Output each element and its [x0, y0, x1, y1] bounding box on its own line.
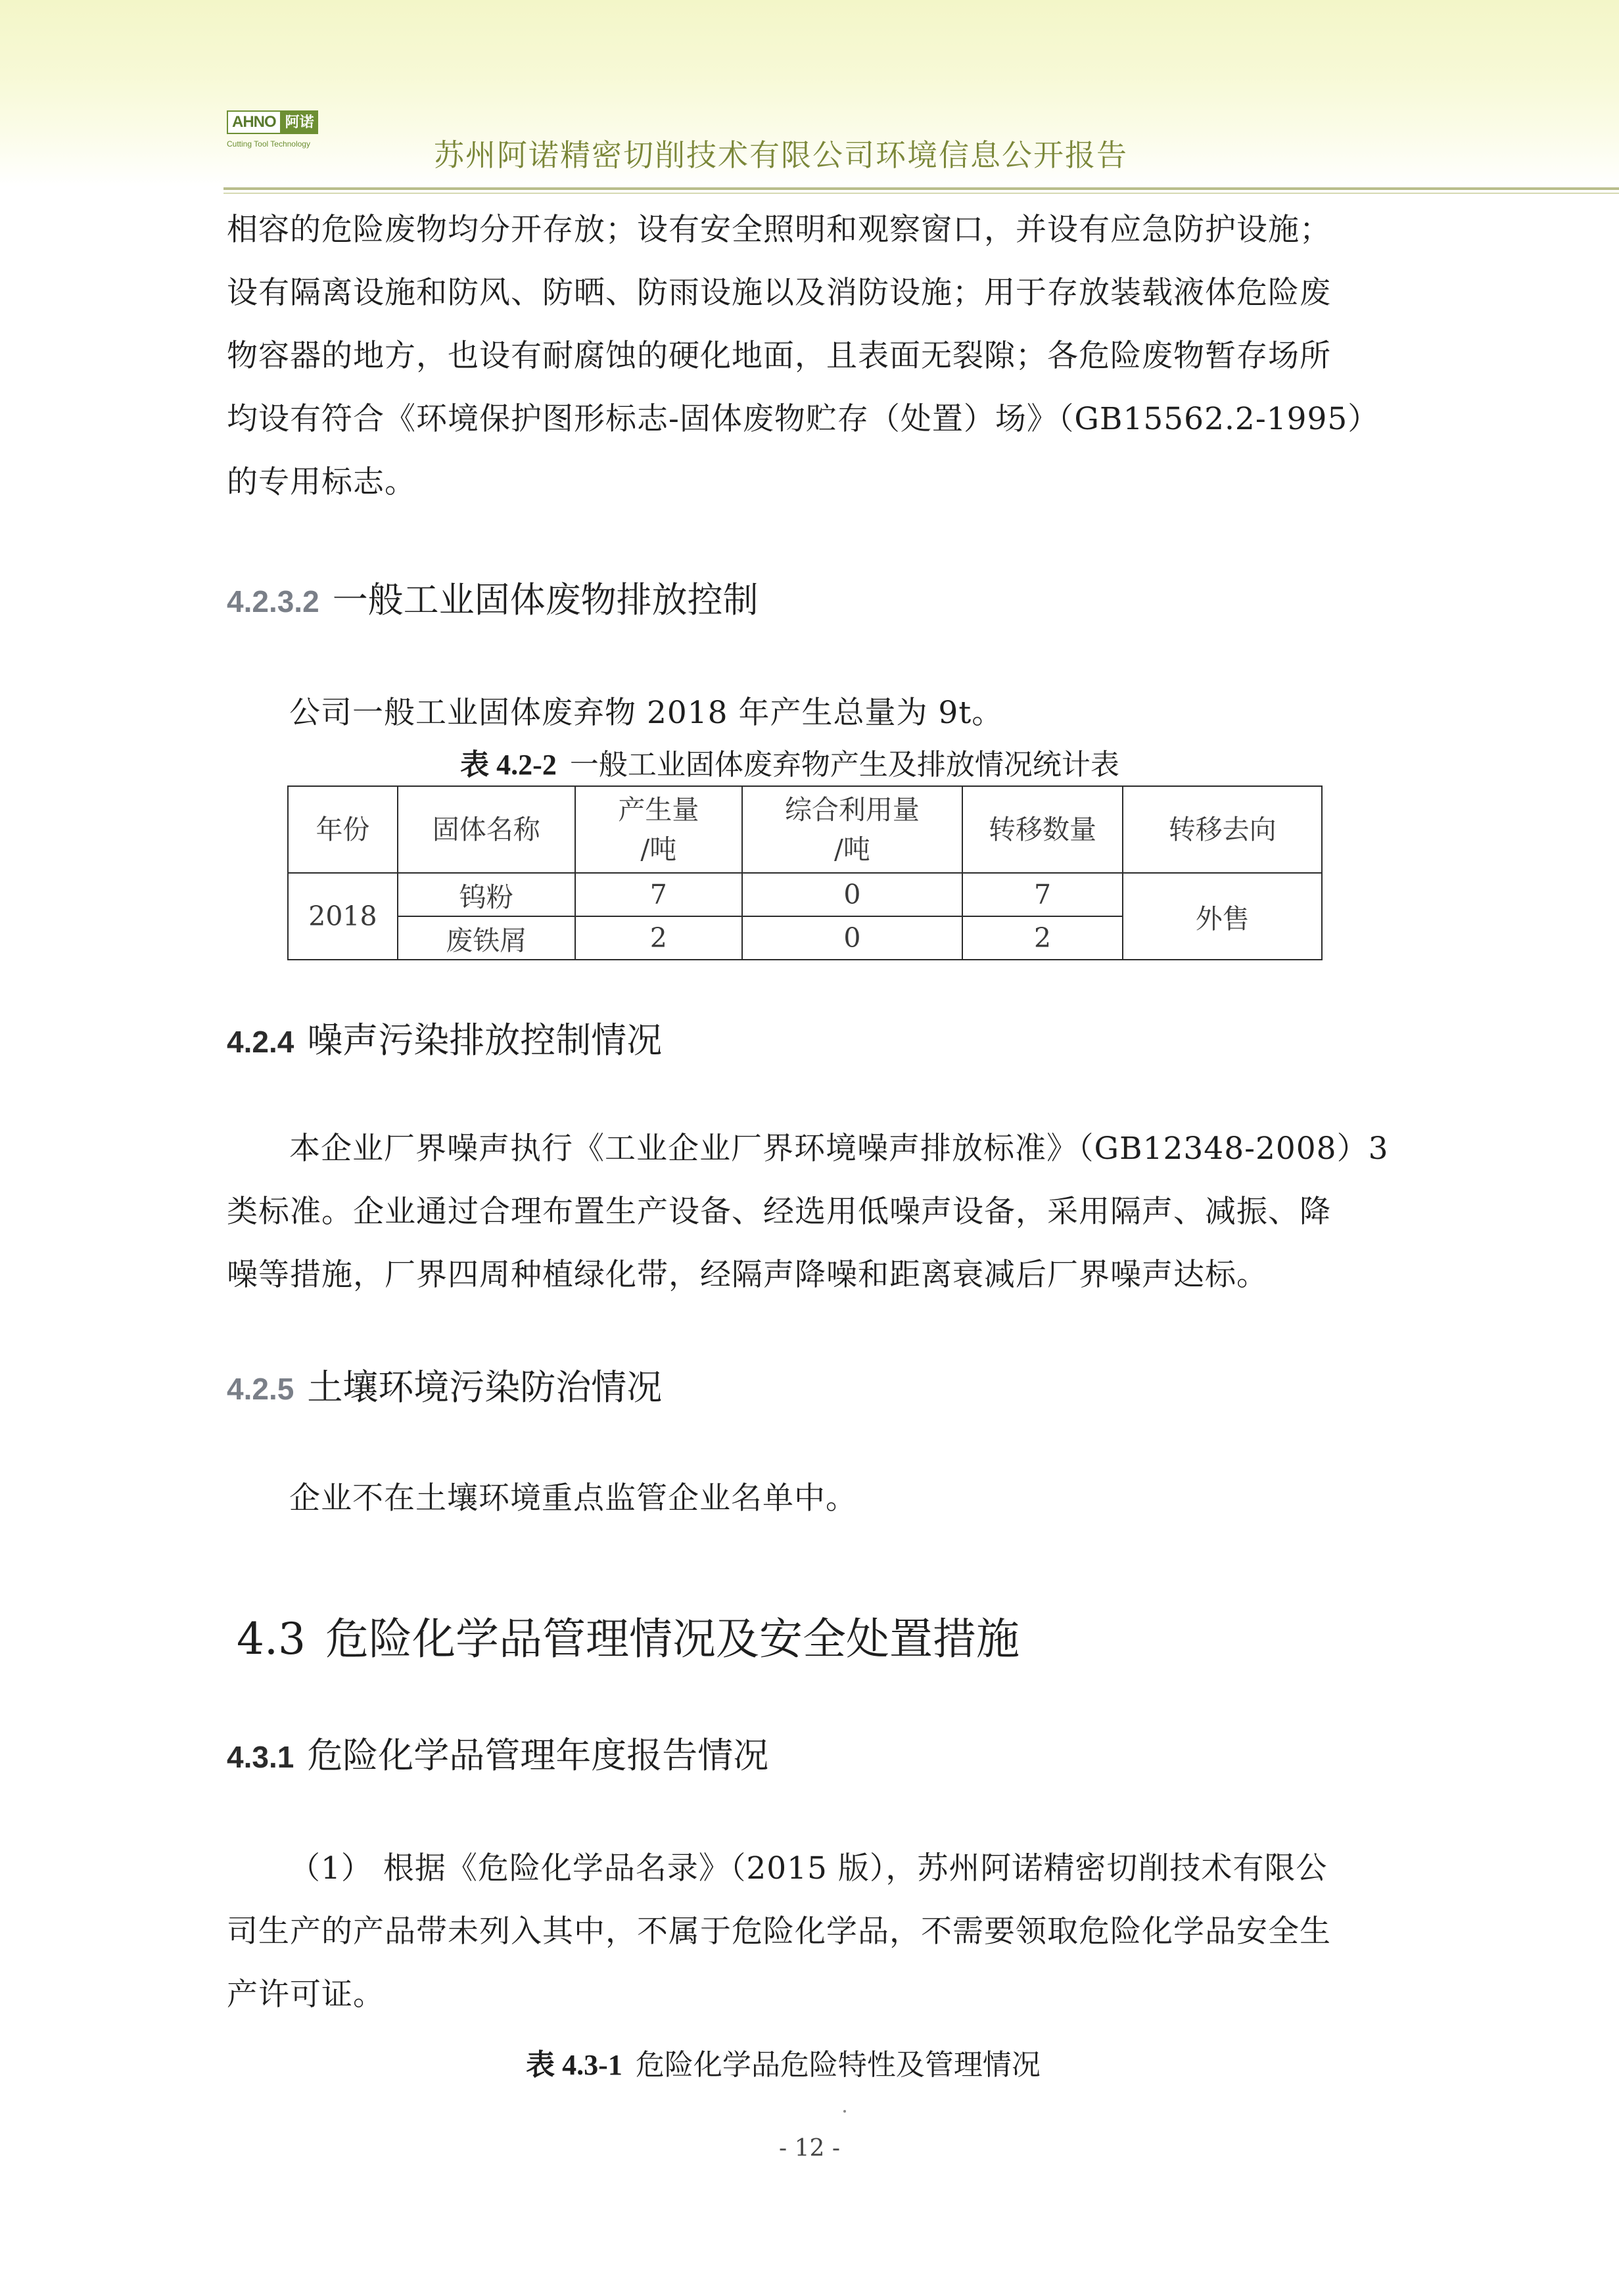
logo-tagline: Cutting Tool Technology [227, 139, 310, 149]
cell-transferred: 2 [962, 916, 1123, 960]
table-label: 表 4.3-1 [526, 2049, 622, 2081]
col-year: 年份 [288, 786, 398, 873]
col-name: 固体名称 [398, 786, 575, 873]
heading-number: 4.3 [237, 1614, 306, 1664]
cell-destination: 外售 [1123, 873, 1322, 960]
col-produced: 产生量 /吨 [575, 786, 743, 873]
paragraph-text: 企业不在土壤环境重点监管企业名单中。 [289, 1480, 857, 1516]
intro-line: 均设有符合《环境保护图形标志-固体废物贮存（处置）场》（GB15562.2-1995） [227, 401, 1380, 437]
cell-produced: 7 [575, 873, 743, 916]
col-transferred: 转移数量 [962, 786, 1123, 873]
heading-425 [227, 1359, 662, 1410]
heading-title: 危险化学品管理年度报告情况 [307, 1735, 769, 1776]
col-destination: 转移去向 [1123, 786, 1322, 873]
paragraph-line: 噪等措施，厂界四周种植绿化带，经隔声降噪和距离衰减后厂界噪声达标。 [227, 1257, 1268, 1293]
heading-4232 [227, 572, 759, 622]
heading-43 [237, 1604, 1020, 1666]
paragraph-line: 产许可证。 [227, 1977, 385, 2013]
page-number: - 12 - [778, 2135, 841, 2162]
header-rule-secondary [223, 193, 1619, 194]
heading-title: 危险化学品管理情况及安全处置措施 [325, 1614, 1020, 1664]
cell-year: 2018 [288, 873, 398, 960]
table-caption [0, 2041, 1593, 2083]
cell-utilized: 0 [742, 916, 962, 960]
cell-utilized: 0 [742, 873, 962, 916]
intro-line: 设有隔离设施和防风、防晒、防雨设施以及消防设施；用于存放装载液体危险废 [227, 275, 1331, 311]
header-title: 苏州阿诺精密切削技术有限公司环境信息公开报告 [434, 137, 1128, 173]
table-label: 表 4.2-2 [460, 749, 557, 781]
logo-en: AHNO [227, 110, 281, 134]
table-title: 一般工业固体废弃物产生及排放情况统计表 [569, 748, 1119, 782]
heading-title: 一般工业固体废物排放控制 [332, 579, 759, 621]
heading-number: 4.2.3.2 [227, 584, 319, 619]
heading-title: 土壤环境污染防治情况 [307, 1367, 663, 1408]
paragraph-line: 本企业厂界噪声执行《工业企业厂界环境噪声排放标准》（GB12348-2008）3 [289, 1131, 1389, 1167]
table-title: 危险化学品危险特性及管理情况 [635, 2048, 1041, 2082]
table-header-row [288, 786, 1322, 873]
paragraph-text: 公司一般工业固体废弃物 2018 年产生总量为 9t。 [289, 695, 1004, 731]
cell-transferred: 7 [962, 873, 1123, 916]
heading-number: 4.2.4 [227, 1025, 294, 1059]
heading-424 [227, 1012, 662, 1063]
scan-dot [843, 2110, 846, 2113]
intro-line: 物容器的地方，也设有耐腐蚀的硬化地面，且表面无裂隙；各危险废物暂存场所 [227, 338, 1331, 374]
paragraph-line: 类标准。企业通过合理布置生产设备、经选用低噪声设备，采用隔声、减振、降 [227, 1194, 1331, 1230]
cell-name: 废铁屑 [398, 916, 575, 960]
intro-line: 相容的危险废物均分开存放；设有安全照明和观察窗口，并设有应急防护设施； [227, 212, 1331, 248]
waste-table [287, 785, 1323, 960]
cell-name: 钨粉 [398, 873, 575, 916]
table-caption [0, 741, 1599, 783]
intro-line: 的专用标志。 [227, 464, 416, 500]
logo-cn: 阿诺 [281, 110, 318, 134]
company-logo [227, 110, 325, 156]
paragraph-line: （1） 根据《危险化学品名录》（2015 版），苏州阿诺精密切削技术有限公 [289, 1850, 1328, 1886]
col-utilized: 综合利用量 /吨 [742, 786, 962, 873]
heading-number: 4.2.5 [227, 1372, 294, 1406]
paragraph-line: 司生产的产品带未列入其中，不属于危险化学品，不需要领取危险化学品安全生 [227, 1913, 1331, 1950]
table-row [288, 873, 1322, 916]
header-rule [223, 187, 1619, 190]
cell-produced: 2 [575, 916, 743, 960]
heading-number: 4.3.1 [227, 1740, 294, 1774]
heading-431 [227, 1727, 768, 1778]
heading-title: 噪声污染排放控制情况 [307, 1019, 663, 1061]
